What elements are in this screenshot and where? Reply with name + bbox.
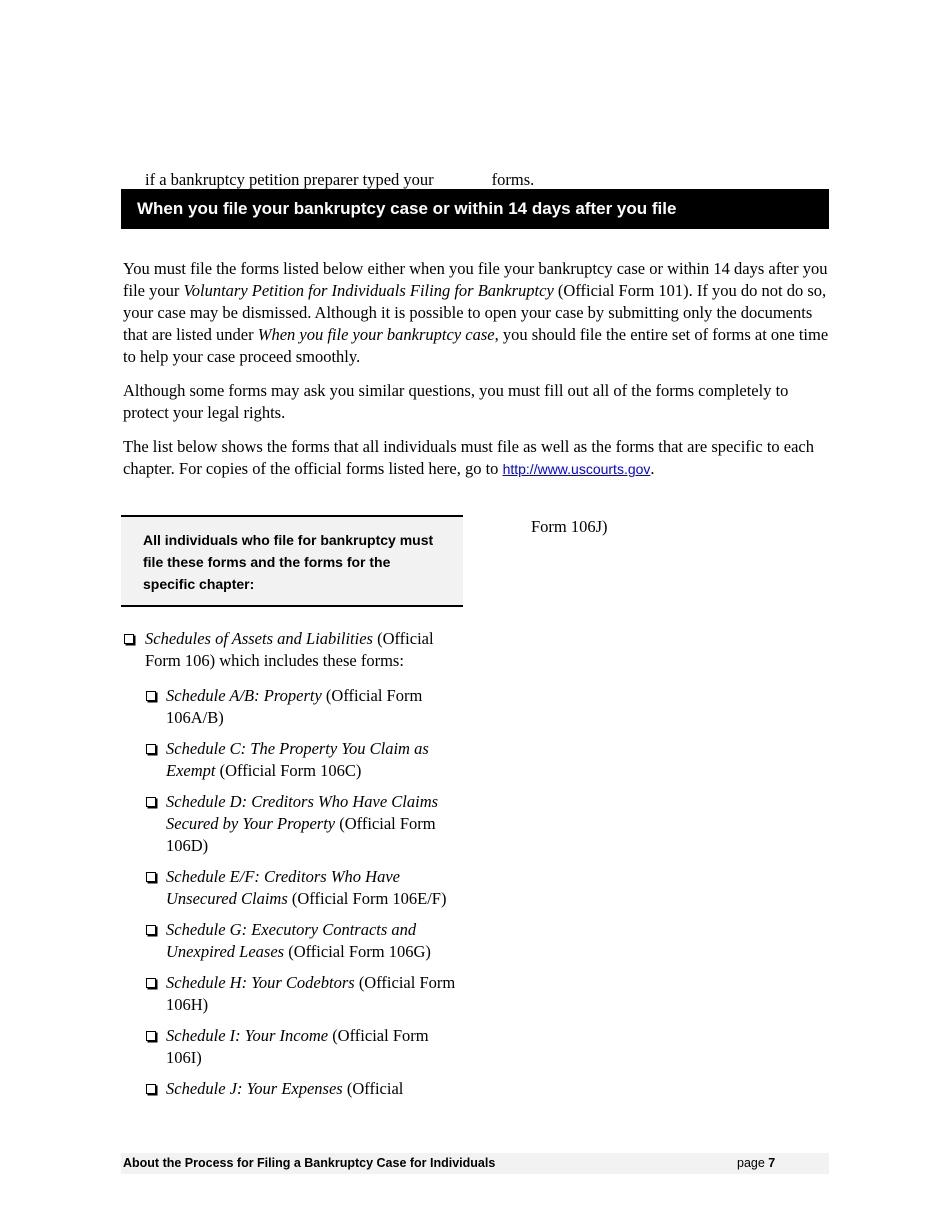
checkbox-icon xyxy=(146,872,156,882)
sublist-item-detail: (Official xyxy=(342,1079,404,1098)
sublist-item-detail: (Official Form 106G) xyxy=(284,942,431,961)
intro-p3-text-a: The list below shows the forms that all individuals must file as well as the forms that are specific to each chapter. For copies of the official forms listed here, go to xyxy=(123,437,814,478)
sublist-item xyxy=(145,738,468,782)
intro-text xyxy=(123,258,833,492)
checklist-item-title: Schedules of Assets and Liabilities xyxy=(145,629,373,648)
sublist-item xyxy=(145,972,468,1016)
intro-p1-text-b: (Official Form 101). If you do not do so, your case may be dismissed. Although it is possible to open your case by submitting only the documents that are listed under xyxy=(123,281,827,344)
right-column-continued-text: Form 106J) xyxy=(531,517,608,536)
continued-text-after: forms. xyxy=(491,170,535,189)
checkbox-icon xyxy=(146,744,156,754)
checkbox-icon xyxy=(124,634,134,644)
sublist-item xyxy=(145,1078,468,1100)
sublist-item-detail: (Official Form 106C) xyxy=(215,761,362,780)
intro-paragraph-2: Although some forms may ask you similar questions, you must fill out all of the forms completely to protect your legal rights. xyxy=(123,381,789,422)
page-number-value: 7 xyxy=(768,1156,776,1170)
section-heading-banner: When you file your bankruptcy case or within 14 days after you file xyxy=(121,189,829,229)
sublist-item-detail: (Official Form 106E/F) xyxy=(287,889,447,908)
all-individuals-callout: All individuals who file for bankruptcy must file these forms and the forms for the specific chapter: xyxy=(121,515,463,607)
sublist-item-detail: (Official Form 106H) xyxy=(166,973,456,1014)
intro-paragraph-1 xyxy=(123,258,833,368)
checkbox-icon xyxy=(146,691,156,701)
voluntary-petition-title: Voluntary Petition for Individuals Filing for Bankruptcy xyxy=(183,281,554,300)
sublist-item-detail: (Official Form 106A/B) xyxy=(166,686,423,727)
sublist-item-detail: (Official Form 106I) xyxy=(166,1026,429,1067)
page-footer xyxy=(121,1153,829,1174)
checkbox-icon xyxy=(146,1084,156,1094)
page-number xyxy=(737,1153,775,1174)
page-label: page xyxy=(737,1156,765,1170)
sublist-item-detail: (Official Form 106D) xyxy=(166,814,436,855)
sublist-item xyxy=(145,685,468,729)
schedules-sublist xyxy=(145,685,468,1100)
sublist-item-title: Schedule A/B: Property xyxy=(166,686,322,705)
checkbox-icon xyxy=(146,978,156,988)
sublist-item xyxy=(145,791,468,857)
checkbox-icon xyxy=(146,1031,156,1041)
sublist-item xyxy=(145,1025,468,1069)
sublist-item-title: Schedule C: The Property You Claim as Exempt xyxy=(166,739,429,780)
continued-text-before: if a bankruptcy petition preparer typed your xyxy=(145,170,434,189)
uscourts-link[interactable]: http://www.uscourts.gov xyxy=(502,461,651,477)
sublist-item-title: Schedule I: Your Income xyxy=(166,1026,329,1045)
footer-title: About the Process for Filing a Bankruptcy Case for Individuals xyxy=(123,1156,496,1170)
when-you-file-title: When you file your bankruptcy case xyxy=(257,325,495,344)
sublist-item-title: Schedule G: Executory Contracts and Unexpired Leases xyxy=(166,920,417,961)
sublist-item-title: Schedule J: Your Expenses xyxy=(166,1079,343,1098)
sublist-item xyxy=(145,866,468,910)
intro-p1-text-a: You must file the forms listed below either when you file your bankruptcy case or within 14 days after you file your xyxy=(123,259,828,300)
checklist-item xyxy=(123,628,468,1100)
sublist-item-title: Schedule H: Your Codebtors xyxy=(166,973,355,992)
intro-p3-text-b: . xyxy=(650,459,655,478)
forms-checklist xyxy=(123,628,468,1109)
intro-paragraph-3 xyxy=(123,436,833,480)
sublist-item-title: Schedule D: Creditors Who Have Claims Secured by Your Property xyxy=(166,792,439,833)
checklist-item-detail: (Official Form 106) which includes these forms: xyxy=(145,629,434,670)
sublist-item-title: Schedule E/F: Creditors Who Have Unsecured Claims xyxy=(166,867,400,908)
checkbox-icon xyxy=(146,925,156,935)
continued-text-line xyxy=(145,170,534,190)
checkbox-icon xyxy=(146,797,156,807)
sublist-item xyxy=(145,919,468,963)
intro-p1-text-c: , you should file the entire set of forms at one time to help your case proceed smoothly. xyxy=(123,325,829,366)
